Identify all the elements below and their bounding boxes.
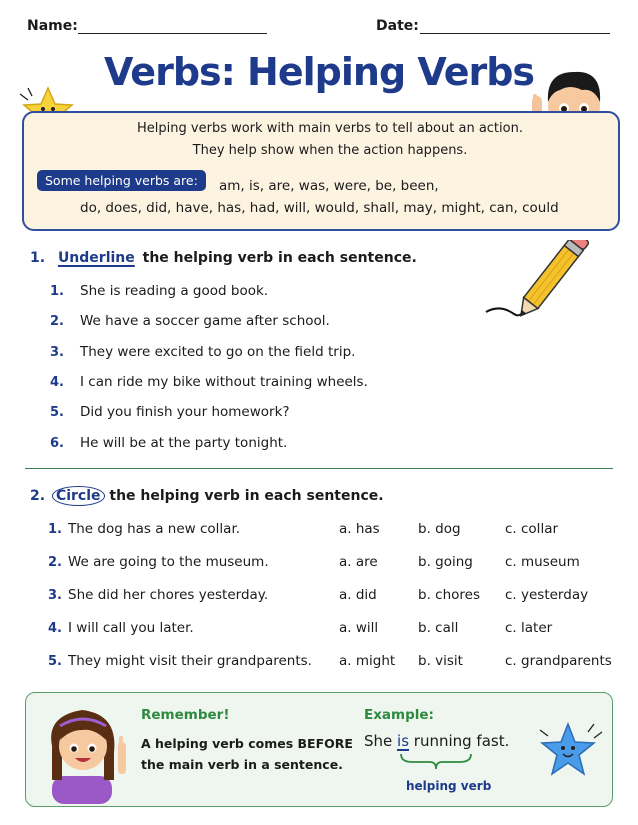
s2-item-3-option-c[interactable]: c. yesterday: [505, 587, 589, 603]
example-helping-verb: is: [397, 732, 410, 750]
s2-item-2-option-c[interactable]: c. museum: [505, 554, 580, 570]
s2-item-2-option-b[interactable]: b. going: [418, 554, 473, 570]
s1-item-4-num: 4.: [50, 375, 64, 390]
section2-number: 2.: [30, 488, 46, 504]
s2-item-2-text: We are going to the museum.: [68, 554, 269, 570]
s1-item-4-text[interactable]: I can ride my bike without training wheels.: [80, 374, 368, 390]
example-sentence: [364, 732, 509, 750]
s2-item-5-option-c[interactable]: c. grandparents: [505, 653, 612, 669]
s2-item-4-option-a[interactable]: a. will: [339, 620, 379, 636]
name-label: Name:: [27, 18, 78, 34]
remember-line-2: the main verb in a sentence.: [141, 757, 343, 772]
brace-icon: [398, 752, 474, 772]
s1-item-6-num: 6.: [50, 436, 64, 451]
s2-item-5-option-a[interactable]: a. might: [339, 653, 396, 669]
s2-item-5-num: 5.: [48, 654, 62, 669]
s2-item-4-text: I will call you later.: [68, 620, 194, 636]
pencil-icon: [480, 240, 600, 320]
s1-item-1-text[interactable]: She is reading a good book.: [80, 283, 269, 299]
s2-item-3-option-a[interactable]: a. did: [339, 587, 377, 603]
section2-heading: [30, 486, 384, 506]
blue-star-icon: [536, 716, 608, 786]
remember-heading: Remember!: [141, 707, 230, 723]
s2-item-1-option-a[interactable]: a. has: [339, 521, 380, 537]
s2-item-3-option-b[interactable]: b. chores: [418, 587, 480, 603]
s2-item-4-option-b[interactable]: b. call: [418, 620, 459, 636]
remember-line-1: A helping verb comes BEFORE: [141, 736, 353, 751]
s1-item-3-text[interactable]: They were excited to go on the field trip.: [80, 344, 356, 360]
s1-item-6-text[interactable]: He will be at the party tonight.: [80, 435, 288, 451]
s1-item-2-num: 2.: [50, 314, 64, 329]
s2-item-5-option-b[interactable]: b. visit: [418, 653, 463, 669]
s2-item-2-num: 2.: [48, 555, 62, 570]
s2-item-4-num: 4.: [48, 621, 62, 636]
section-divider: [25, 468, 613, 469]
date-label: Date:: [376, 18, 419, 34]
s1-item-2-text[interactable]: We have a soccer game after school.: [80, 313, 330, 329]
s2-item-5-text: They might visit their grandparents.: [68, 653, 312, 669]
example-heading: Example:: [364, 707, 434, 723]
section1-instruction: the helping verb in each sentence.: [142, 250, 417, 266]
verbs-list-2: do, does, did, have, has, had, will, would, shall, may, might, can, could: [80, 200, 559, 216]
example-before: She: [364, 732, 398, 750]
helping-verb-label: helping verb: [406, 779, 492, 793]
section1-keyword: Underline: [57, 250, 135, 266]
s2-item-4-option-c[interactable]: c. later: [505, 620, 553, 636]
section2-keyword: Circle: [52, 486, 105, 506]
s1-item-5-num: 5.: [50, 405, 64, 420]
s2-item-2-option-a[interactable]: a. are: [339, 554, 378, 570]
s1-item-5-text[interactable]: Did you finish your homework?: [80, 404, 290, 420]
helping-verbs-label: Some helping verbs are:: [37, 170, 206, 191]
s1-item-1-num: 1.: [50, 284, 64, 299]
example-after: running fast.: [409, 732, 510, 750]
s1-item-3-num: 3.: [50, 345, 64, 360]
page-title: Verbs: Helping Verbs: [103, 50, 535, 94]
intro-line-2: They help show when the action happens.: [192, 143, 468, 158]
s2-item-3-num: 3.: [48, 588, 62, 603]
section2-instruction: the helping verb in each sentence.: [109, 488, 384, 504]
s2-item-3-text: She did her chores yesterday.: [68, 587, 269, 603]
verbs-list-1: am, is, are, was, were, be, been,: [219, 178, 439, 194]
intro-line-1: Helping verbs work with main verbs to tell about an action.: [137, 121, 523, 136]
s2-item-1-text: The dog has a new collar.: [68, 521, 241, 537]
section1-heading: [30, 250, 417, 266]
s2-item-1-option-b[interactable]: b. dog: [418, 521, 461, 537]
s2-item-1-num: 1.: [48, 522, 62, 537]
s2-item-1-option-c[interactable]: c. collar: [505, 521, 559, 537]
name-field[interactable]: [78, 33, 267, 34]
section1-number: 1.: [30, 250, 46, 266]
girl-illustration: [38, 696, 134, 804]
date-field[interactable]: [420, 33, 610, 34]
